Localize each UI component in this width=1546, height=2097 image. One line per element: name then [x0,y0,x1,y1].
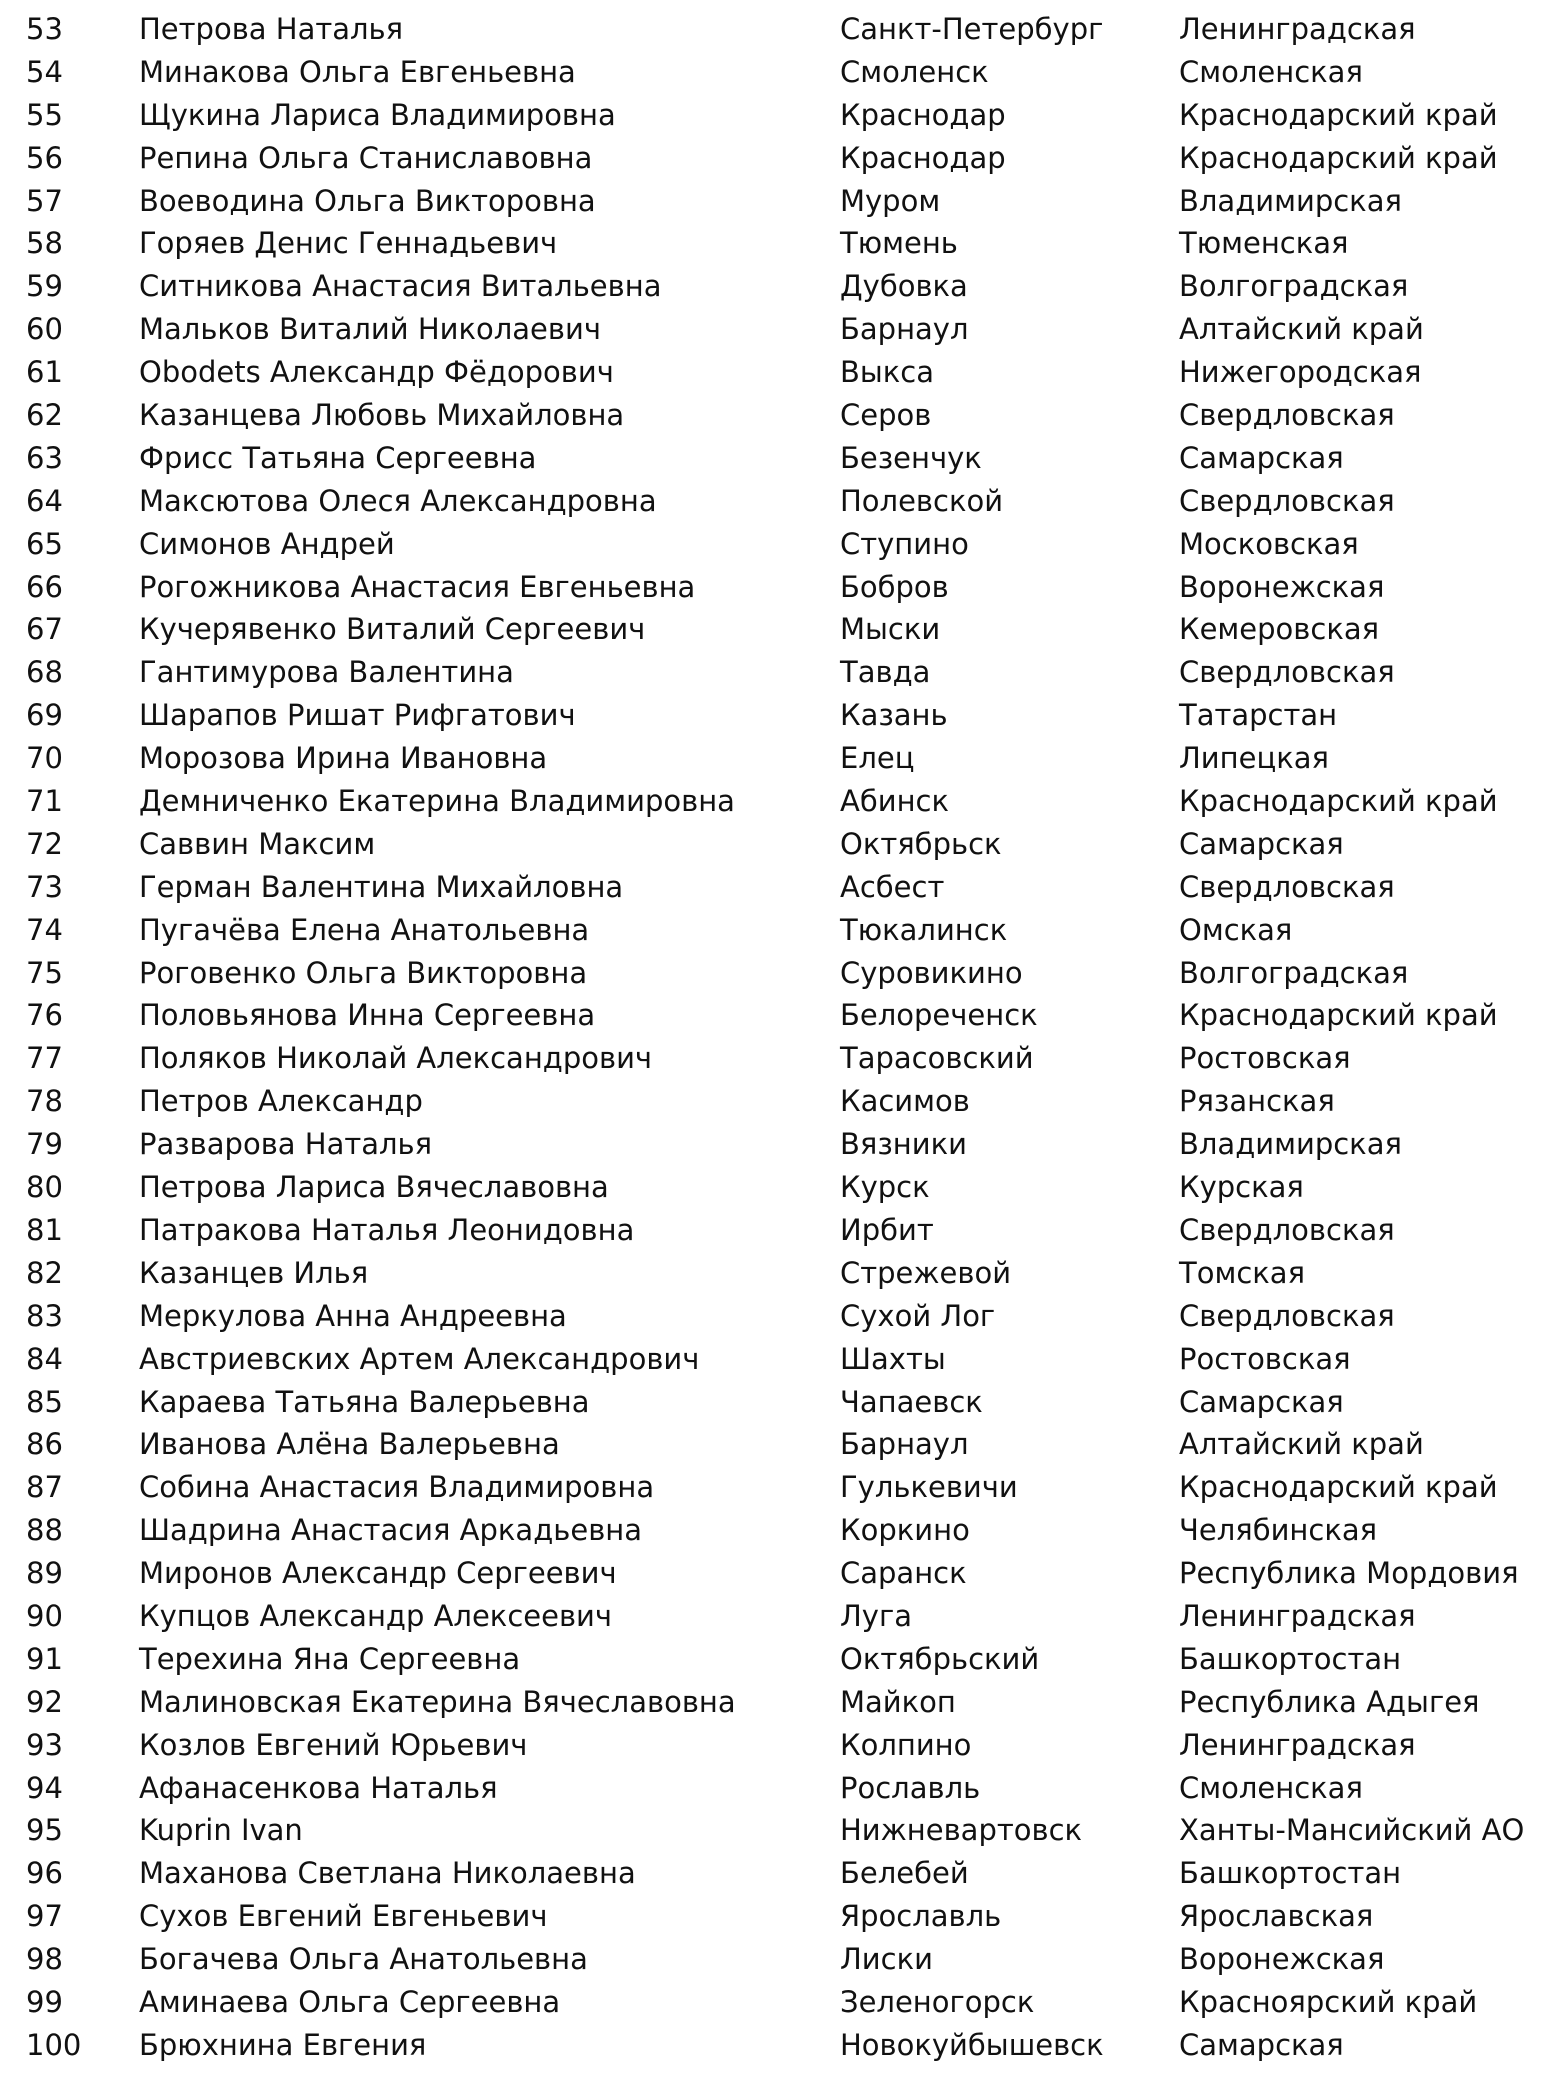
city-name: Гулькевичи [840,1470,1018,1505]
row-number: 90 [26,1598,63,1633]
city-name: Абинск [840,784,949,819]
row-number: 81 [26,1212,63,1247]
person-name: Поляков Николай Александрович [139,1041,653,1076]
table-row [0,1423,1546,1466]
city-name: Сухой Лог [840,1298,996,1333]
table-row [0,651,1546,694]
person-name: Купцов Александр Алексеевич [139,1598,613,1633]
city-name: Вязники [840,1127,967,1162]
region-name: Нижегородская [1179,355,1422,390]
person-name: Козлов Евгений Юрьевич [139,1727,528,1762]
city-name: Ступино [840,526,969,561]
row-number: 95 [26,1813,63,1848]
city-name: Муром [840,183,941,218]
city-name: Елец [840,741,915,776]
table-row [0,1981,1546,2024]
row-number: 86 [26,1427,63,1462]
city-name: Безенчук [840,440,982,475]
table-row [0,51,1546,94]
table-row [0,265,1546,308]
table-row [0,1209,1546,1252]
table-row [0,1595,1546,1638]
region-name: Волгоградская [1179,955,1409,990]
city-name: Октябрьск [840,826,1002,861]
person-name: Ситникова Анастасия Витальевна [139,269,662,304]
person-name: Петрова Наталья [139,12,404,46]
table-row [0,694,1546,737]
person-name: Австриевских Артем Александрович [139,1341,700,1376]
person-name: Мальков Виталий Николаевич [139,312,601,347]
table-row [0,952,1546,995]
region-name: Омская [1179,912,1293,947]
person-name: Сухов Евгений Евгеньевич [139,1899,548,1934]
row-number: 61 [26,355,63,390]
row-number: 62 [26,398,63,433]
table-row [0,437,1546,480]
table-row [0,94,1546,137]
city-name: Асбест [840,869,945,904]
region-name: Воронежская [1179,569,1385,604]
row-number: 77 [26,1041,63,1076]
row-number: 84 [26,1341,63,1376]
region-name: Самарская [1179,440,1344,475]
city-name: Выкса [840,355,935,390]
person-name: Иванова Алёна Валерьевна [139,1427,560,1462]
region-name: Липецкая [1179,741,1329,776]
city-name: Смоленск [840,54,989,89]
region-name: Татарстан [1179,698,1338,733]
person-name: Терехина Яна Сергеевна [139,1641,521,1676]
row-number: 68 [26,655,63,690]
row-number: 92 [26,1684,63,1719]
row-number: 60 [26,312,63,347]
region-name: Ленинградская [1179,12,1416,46]
table-row [0,351,1546,394]
table-row [0,608,1546,651]
row-number: 89 [26,1556,63,1591]
city-name: Серов [840,398,932,433]
city-name: Касимов [840,1084,970,1119]
table-row [0,1080,1546,1123]
row-number: 83 [26,1298,63,1333]
city-name: Бобров [840,569,949,604]
city-name: Ирбит [840,1212,934,1247]
table-row [0,2024,1546,2067]
table-row [0,1852,1546,1895]
row-number: 100 [26,2027,82,2062]
table-row [0,737,1546,780]
city-name: Курск [840,1170,930,1205]
region-name: Самарская [1179,1384,1344,1419]
person-name: Максютова Олеся Александровна [139,483,657,518]
region-name: Свердловская [1179,483,1395,518]
table-row [0,1938,1546,1981]
table-row [0,866,1546,909]
person-name: Половьянова Инна Сергеевна [139,998,596,1033]
region-name: Башкортостан [1179,1856,1402,1891]
table-row [0,8,1546,51]
city-name: Казань [840,698,948,733]
region-name: Свердловская [1179,398,1395,433]
table-row [0,1037,1546,1080]
table-row [0,1638,1546,1681]
region-name: Томская [1179,1255,1306,1290]
person-name: Шарапов Ришат Рифгатович [139,698,576,733]
table-row [0,823,1546,866]
row-number: 59 [26,269,63,304]
city-name: Зеленогорск [840,1984,1035,2019]
region-name: Волгоградская [1179,269,1409,304]
person-name: Казанцева Любовь Михайловна [139,398,625,433]
row-number: 79 [26,1127,63,1162]
person-name: Афанасенкова Наталья [139,1770,498,1805]
person-name: Кучерявенко Виталий Сергеевич [139,612,646,647]
region-name: Алтайский край [1179,312,1424,347]
region-name: Самарская [1179,826,1344,861]
city-name: Чапаевск [840,1384,983,1419]
row-number: 67 [26,612,63,647]
city-name: Белебей [840,1856,969,1891]
table-row [0,1381,1546,1424]
city-name: Коркино [840,1513,970,1548]
city-name: Стрежевой [840,1255,1012,1290]
region-name: Курская [1179,1170,1304,1205]
person-name: Воеводина Ольга Викторовна [139,183,596,218]
city-name: Луга [840,1598,912,1633]
table-row [0,1295,1546,1338]
row-number: 80 [26,1170,63,1205]
region-name: Республика Мордовия [1179,1556,1519,1591]
row-number: 96 [26,1856,63,1891]
row-number: 97 [26,1899,63,1934]
table-row [0,1681,1546,1724]
row-number: 88 [26,1513,63,1548]
region-name: Владимирская [1179,183,1402,218]
table-row [0,1338,1546,1381]
person-name: Obodets Александр Фёдорович [139,355,614,390]
city-name: Тавда [840,655,931,690]
table-row [0,566,1546,609]
person-name: Разварова Наталья [139,1127,433,1162]
table-row [0,1123,1546,1166]
table-row [0,780,1546,823]
row-number: 65 [26,526,63,561]
table-row [0,1509,1546,1552]
person-name: Kuprin Ivan [139,1813,303,1848]
person-name: Репина Ольга Станиславовна [139,140,593,175]
row-number: 74 [26,912,63,947]
region-name: Свердловская [1179,869,1395,904]
region-name: Смоленская [1179,54,1363,89]
city-name: Саранск [840,1556,967,1591]
city-name: Белореченск [840,998,1038,1033]
person-name: Демниченко Екатерина Владимировна [139,784,735,819]
region-name: Краснодарский край [1179,97,1498,132]
region-name: Краснодарский край [1179,140,1498,175]
region-name: Московская [1179,526,1359,561]
person-name: Миронов Александр Сергеевич [139,1556,617,1591]
person-name: Роговенко Ольга Викторовна [139,955,588,990]
person-name: Собина Анастасия Владимировна [139,1470,655,1505]
city-name: Лиски [840,1942,933,1977]
table-row [0,1166,1546,1209]
city-name: Рославль [840,1770,981,1805]
person-name: Рогожникова Анастасия Евгеньевна [139,569,696,604]
person-name: Гантимурова Валентина [139,655,514,690]
table-row [0,1252,1546,1295]
row-number: 93 [26,1727,63,1762]
table-row [0,1809,1546,1852]
person-name: Горяев Денис Геннадьевич [139,226,558,261]
person-name: Саввин Максим [139,826,376,861]
table-row [0,137,1546,180]
row-number: 56 [26,140,63,175]
table-row [0,1724,1546,1767]
city-name: Тюмень [840,226,958,261]
region-name: Ярославская [1179,1899,1374,1934]
city-name: Ярославль [840,1899,1002,1934]
row-number: 82 [26,1255,63,1290]
person-name: Пугачёва Елена Анатольевна [139,912,590,947]
person-name: Морозова Ирина Ивановна [139,741,548,776]
row-number: 73 [26,869,63,904]
person-name: Минакова Ольга Евгеньевна [139,54,576,89]
table-row [0,394,1546,437]
region-name: Алтайский край [1179,1427,1424,1462]
row-number: 94 [26,1770,63,1805]
row-number: 75 [26,955,63,990]
region-name: Республика Адыгея [1179,1684,1480,1719]
region-name: Челябинская [1179,1513,1378,1548]
region-name: Ростовская [1179,1041,1351,1076]
region-name: Краснодарский край [1179,998,1498,1033]
region-name: Ханты-Мансийский АО [1179,1813,1525,1848]
city-name: Барнаул [840,1427,969,1462]
participant-list [0,8,1546,2067]
person-name: Богачева Ольга Анатольевна [139,1942,588,1977]
region-name: Свердловская [1179,655,1395,690]
row-number: 87 [26,1470,63,1505]
region-name: Смоленская [1179,1770,1363,1805]
row-number: 71 [26,784,63,819]
person-name: Фрисс Татьяна Сергеевна [139,440,537,475]
city-name: Дубовка [840,269,968,304]
city-name: Нижневартовск [840,1813,1083,1848]
region-name: Ростовская [1179,1341,1351,1376]
region-name: Краснодарский край [1179,1470,1498,1505]
region-name: Самарская [1179,2027,1344,2062]
table-row [0,308,1546,351]
city-name: Новокуйбышевск [840,2027,1104,2062]
city-name: Полевской [840,483,1004,518]
city-name: Санкт-Петербург [840,12,1104,46]
table-row [0,1466,1546,1509]
city-name: Краснодар [840,97,1006,132]
row-number: 78 [26,1084,63,1119]
region-name: Рязанская [1179,1084,1335,1119]
person-name: Маханова Светлана Николаевна [139,1856,636,1891]
person-name: Петров Александр [139,1084,423,1119]
row-number: 55 [26,97,63,132]
row-number: 99 [26,1984,63,2019]
row-number: 85 [26,1384,63,1419]
table-row [0,480,1546,523]
person-name: Щукина Лариса Владимировна [139,97,616,132]
row-number: 72 [26,826,63,861]
region-name: Башкортостан [1179,1641,1402,1676]
row-number: 63 [26,440,63,475]
row-number: 76 [26,998,63,1033]
person-name: Меркулова Анна Андреевна [139,1298,567,1333]
row-number: 57 [26,183,63,218]
table-row [0,1895,1546,1938]
table-row [0,1767,1546,1810]
region-name: Свердловская [1179,1298,1395,1333]
row-number: 58 [26,226,63,261]
row-number: 91 [26,1641,63,1676]
person-name: Шадрина Анастасия Аркадьевна [139,1513,643,1548]
person-name: Патракова Наталья Леонидовна [139,1212,635,1247]
person-name: Петрова Лариса Вячеславовна [139,1170,609,1205]
row-number: 64 [26,483,63,518]
row-number: 66 [26,569,63,604]
region-name: Ленинградская [1179,1598,1416,1633]
person-name: Малиновская Екатерина Вячеславовна [139,1684,736,1719]
city-name: Мыски [840,612,941,647]
row-number: 53 [26,12,63,46]
region-name: Кемеровская [1179,612,1380,647]
region-name: Ленинградская [1179,1727,1416,1762]
row-number: 54 [26,54,63,89]
region-name: Свердловская [1179,1212,1395,1247]
person-name: Герман Валентина Михайловна [139,869,624,904]
person-name: Аминаева Ольга Сергеевна [139,1984,561,2019]
region-name: Тюменская [1179,226,1349,261]
region-name: Краснодарский край [1179,784,1498,819]
table-row [0,180,1546,223]
city-name: Барнаул [840,312,969,347]
person-name: Казанцев Илья [139,1255,369,1290]
city-name: Шахты [840,1341,946,1376]
table-row [0,222,1546,265]
person-name: Караева Татьяна Валерьевна [139,1384,590,1419]
table-row [0,994,1546,1037]
city-name: Краснодар [840,140,1006,175]
city-name: Тарасовский [840,1041,1034,1076]
city-name: Колпино [840,1727,972,1762]
city-name: Октябрьский [840,1641,1040,1676]
city-name: Суровикино [840,955,1023,990]
row-number: 98 [26,1942,63,1977]
table-row [0,523,1546,566]
row-number: 69 [26,698,63,733]
person-name: Брюхнина Евгения [139,2027,427,2062]
region-name: Владимирская [1179,1127,1402,1162]
region-name: Красноярский край [1179,1984,1478,2019]
region-name: Воронежская [1179,1942,1385,1977]
row-number: 70 [26,741,63,776]
city-name: Майкоп [840,1684,956,1719]
person-name: Симонов Андрей [139,526,395,561]
city-name: Тюкалинск [840,912,1008,947]
table-row [0,909,1546,952]
table-row [0,1552,1546,1595]
